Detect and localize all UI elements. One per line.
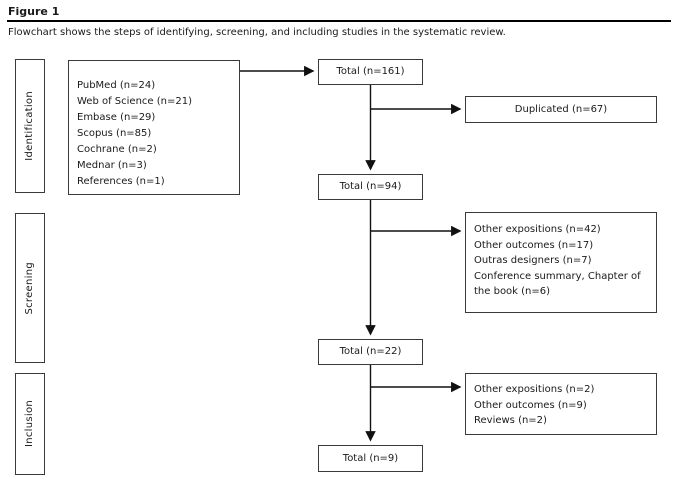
total-box-22 bbox=[318, 339, 423, 365]
excluded-outras-designers-7: Outras designers (n=7) bbox=[474, 255, 592, 266]
total-box-161 bbox=[318, 59, 423, 85]
stage-label-identification: Identification bbox=[24, 91, 36, 161]
stage-box-screening bbox=[15, 213, 45, 363]
figure-caption: Flowchart shows the steps of identifying, screening, and including studies in the systematic review. bbox=[8, 27, 506, 38]
excluded-duplicated-label: Duplicated (n=67) bbox=[514, 103, 608, 115]
source-embase: Embase (n=29) bbox=[77, 112, 156, 123]
stage-box-identification bbox=[15, 59, 45, 193]
figure-divider bbox=[7, 20, 671, 22]
figure-label: Figure 1 bbox=[8, 5, 60, 18]
total-label-94: Total (n=94) bbox=[339, 181, 402, 193]
total-label-161: Total (n=161) bbox=[336, 66, 405, 78]
source-web-of-science: Web of Science (n=21) bbox=[77, 96, 192, 107]
excluded-conference-summary-6: Conference summary, Chapter of the book (n=6) bbox=[474, 270, 641, 297]
stage-box-inclusion bbox=[15, 373, 45, 475]
source-scopus: Scopus (n=85) bbox=[77, 128, 152, 139]
source-mednar: Mednar (n=3) bbox=[77, 160, 147, 171]
excluded-screening-box bbox=[465, 212, 657, 313]
total-label-22: Total (n=22) bbox=[339, 346, 402, 358]
stage-label-screening: Screening bbox=[24, 261, 36, 315]
total-label-9: Total (n=9) bbox=[342, 452, 399, 464]
excluded-other-outcomes-9: Other outcomes (n=9) bbox=[474, 399, 587, 411]
source-cochrane: Cochrane (n=2) bbox=[77, 144, 157, 155]
excluded-duplicated-box bbox=[465, 96, 657, 123]
total-box-9 bbox=[318, 445, 423, 472]
sources-box bbox=[68, 60, 240, 195]
excluded-other-expositions-2: Other expositions (n=2) bbox=[474, 384, 595, 395]
excluded-other-expositions-42: Other expositions (n=42) bbox=[474, 224, 601, 235]
excluded-inclusion-box bbox=[465, 373, 657, 435]
total-box-94 bbox=[318, 174, 423, 200]
stage-label-inclusion: Inclusion bbox=[24, 400, 36, 448]
source-references: References (n=1) bbox=[77, 176, 165, 187]
excluded-reviews-2: Reviews (n=2) bbox=[474, 415, 547, 426]
source-pubmed: PubMed (n=24) bbox=[77, 80, 156, 91]
excluded-other-outcomes-17: Other outcomes (n=17) bbox=[474, 239, 594, 251]
